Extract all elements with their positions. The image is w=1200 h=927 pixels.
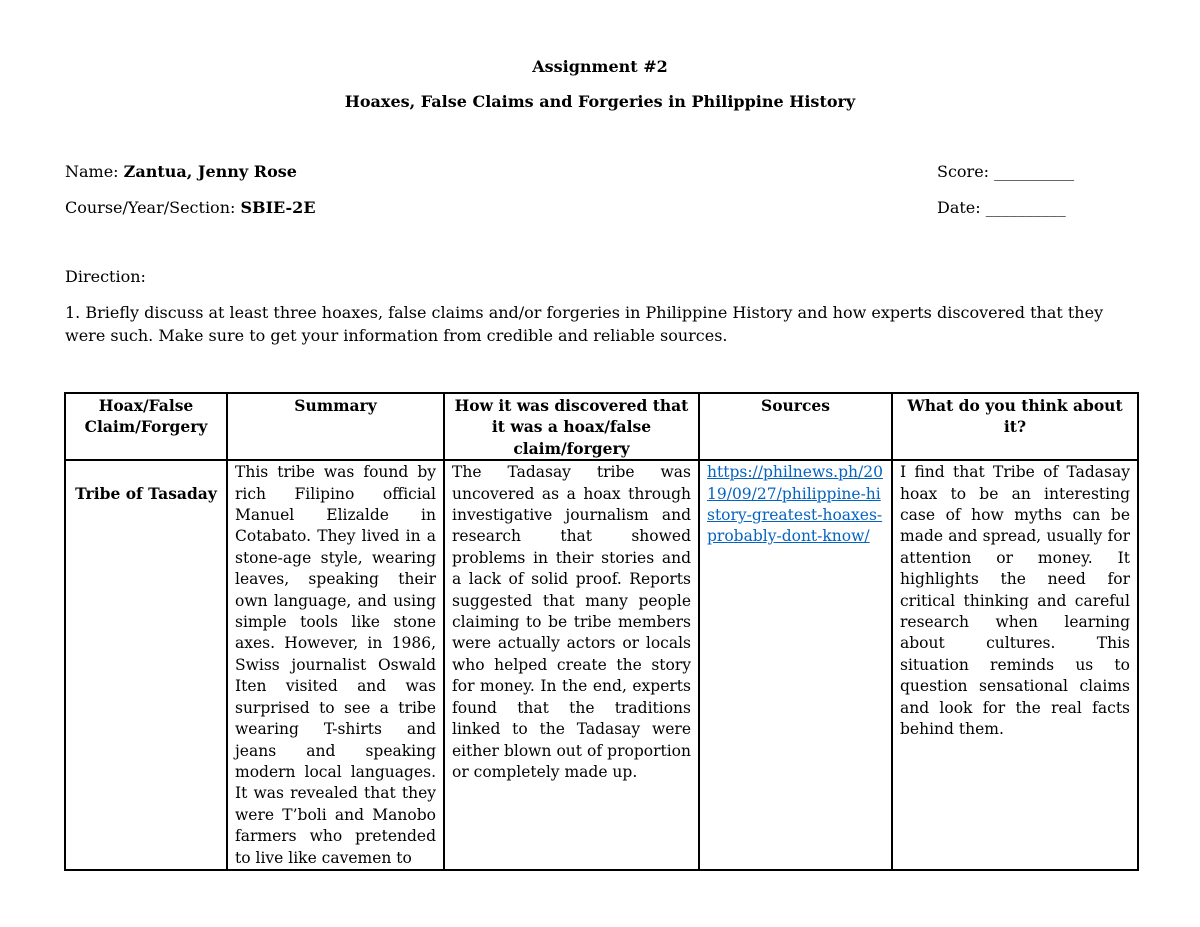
hoax-table <box>64 392 1139 871</box>
course-value: SBIE-2E <box>240 198 316 217</box>
name-value: Zantua, Jenny Rose <box>123 162 297 181</box>
table-row <box>65 460 1138 870</box>
direction-label: Direction: <box>65 267 146 286</box>
header-summary: Summary <box>227 393 444 460</box>
discovery-cell: The Tadasay tribe was uncovered as a hoax through investigative journalism and research that showed problems in their stories and a lack of solid proof. Reports suggested that many people claiming to be tribe members were actually actors or locals who helped create the story for money. In the end, experts found that the traditions linked to the Tadasay were either blown out of proportion or completely made up. <box>444 460 699 870</box>
sources-cell <box>699 460 892 870</box>
course-line <box>65 198 316 217</box>
header-discovery: How it was discovered that it was a hoax/false claim/forgery <box>444 393 699 460</box>
date-field: Date: __________ <box>937 198 1066 217</box>
table-header-row <box>65 393 1138 460</box>
header-sources: Sources <box>699 393 892 460</box>
name-line <box>65 162 297 181</box>
summary-cell: This tribe was found by rich Filipino official Manuel Elizalde in Cotabato. They lived in a stone-age style, wearing leaves, speaking their own language, and using simple tools like stone axes. However, in 1986, Swiss journalist Oswald Iten visited and was surprised to see a tribe wearing T-shirts and jeans and speaking modern local languages. It was revealed that they were T’boli and Manobo farmers who pretended to live like cavemen to <box>227 460 444 870</box>
name-label: Name: <box>65 162 119 181</box>
assignment-subtitle: Hoaxes, False Claims and Forgeries in Philippine History <box>344 92 856 111</box>
score-field: Score: __________ <box>937 162 1075 181</box>
course-label: Course/Year/Section: <box>65 198 236 217</box>
header-hoax: Hoax/False Claim/Forgery <box>65 393 227 460</box>
source-link[interactable]: https://philnews.ph/2019/09/27/philippine-history-greatest-hoaxes-probably-dont-know/ <box>707 463 883 546</box>
assignment-title: Assignment #2 <box>532 57 668 76</box>
direction-text: 1. Briefly discuss at least three hoaxes, false claims and/or forgeries in Philippine History and how experts discovered that they were such. Make sure to get your information from credible and reliable sources. <box>65 303 1104 345</box>
hoax-name-cell: Tribe of Tasaday <box>65 460 227 870</box>
opinion-cell: I find that Tribe of Tadasay hoax to be an interesting case of how myths can be made and spread, usually for attention or money. It highlights the need for critical thinking and careful research when learning about cultures. This situation reminds us to question sensational claims and look for the real facts behind them. <box>892 460 1138 870</box>
header-opinion: What do you think about it? <box>892 393 1138 460</box>
